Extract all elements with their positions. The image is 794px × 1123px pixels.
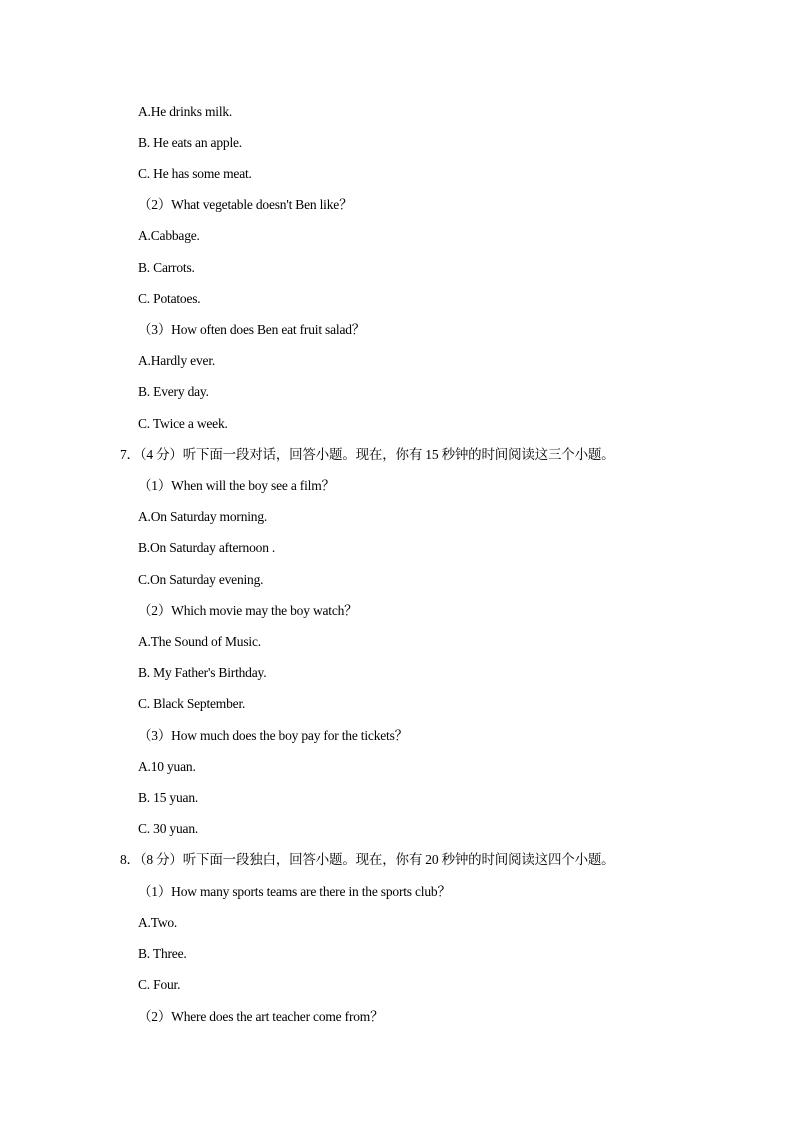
option-line: B. Carrots. — [138, 260, 195, 275]
option-line: B. Three. — [138, 946, 187, 961]
option-line: B.On Saturday afternoon . — [138, 540, 276, 555]
sub-question: （2）Where does the art teacher come from？ — [138, 1009, 384, 1024]
question-heading: 8．（8 分）听下面一段独白，回答小题。现在，你有 20 秒钟的时间阅读这四个小题。 — [120, 852, 615, 867]
option-line: C. Four. — [138, 977, 181, 992]
option-line: A.The Sound of Music. — [138, 634, 261, 649]
sub-question: （1）How many sports teams are there in the sports club？ — [138, 884, 451, 899]
option-line: A.Two. — [138, 915, 178, 930]
option-line: B. My Father's Birthday. — [138, 665, 267, 680]
option-line: A.10 yuan. — [138, 759, 196, 774]
option-line: A.He drinks milk. — [138, 104, 233, 119]
option-line: C.On Saturday evening. — [138, 572, 264, 587]
sub-question: （2）Which movie may the boy watch？ — [138, 603, 358, 618]
sub-question: （3）How often does Ben eat fruit salad？ — [138, 322, 366, 337]
option-line: C. Twice a week. — [138, 416, 228, 431]
option-line: C. Black September. — [138, 696, 246, 711]
sub-question: （2）What vegetable doesn't Ben like？ — [138, 197, 353, 212]
sub-question: （3）How much does the boy pay for the tickets？ — [138, 728, 408, 743]
sub-question: （1）When will the boy see a film？ — [138, 478, 335, 493]
option-line: A.Cabbage. — [138, 228, 200, 243]
option-line: B. 15 yuan. — [138, 790, 199, 805]
question-heading: 7．（4 分）听下面一段对话，回答小题。现在，你有 15 秒钟的时间阅读这三个小题。 — [120, 447, 615, 462]
option-line: A.On Saturday morning. — [138, 509, 268, 524]
option-line: B. Every day. — [138, 384, 209, 399]
option-line: C. Potatoes. — [138, 291, 201, 306]
option-line: C. He has some meat. — [138, 166, 252, 181]
option-line: C. 30 yuan. — [138, 821, 199, 836]
option-line: A.Hardly ever. — [138, 353, 216, 368]
option-line: B. He eats an apple. — [138, 135, 242, 150]
